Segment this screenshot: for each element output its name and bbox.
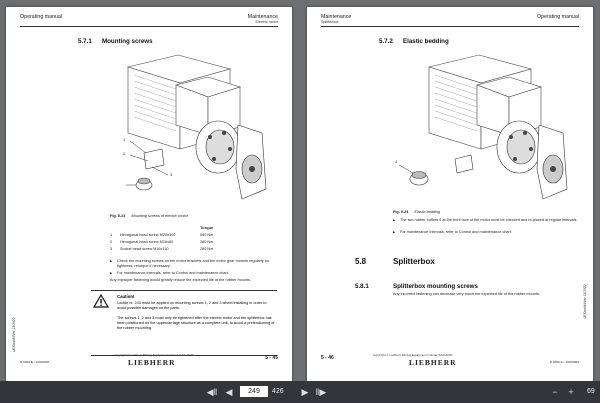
section-heading-581	[355, 283, 478, 290]
header-right: Operating manual	[536, 14, 579, 20]
section-title: Splitterbox mounting screws	[393, 283, 478, 290]
splitterbox-text: Any incorrect fastening can decrease very much the expected life of the rubber mounts.	[393, 292, 540, 296]
figure-caption	[110, 214, 188, 218]
zoom-out-button[interactable]: −	[552, 387, 558, 397]
figure-caption	[393, 210, 440, 214]
bullet-intervals: ▶ For maintenance intervals, refer to Control and maintenance chart.	[110, 271, 285, 276]
footer-doc-id: R 9350 E / 10300895	[549, 360, 579, 364]
section-title: Mounting screws	[102, 38, 153, 45]
zoom-in-button[interactable]: +	[568, 387, 574, 397]
page-separator: /	[266, 388, 268, 395]
bullet-intervals: ▶ For maintenance intervals, refer to Control and maintenance chart.	[393, 230, 586, 235]
callout-2: 2	[123, 152, 126, 156]
section-heading	[379, 38, 449, 45]
figure-caption-text: Mounting screws of electric motor	[131, 214, 188, 218]
caution-para-2: The screws 1, 2 and 3 must only be tightened after the electric motor and the splitterbox has been positioned on the uppercarriage structure as a complete unit, to avoid a pretendioning of the rubber mounting.	[117, 316, 275, 330]
page-right	[307, 7, 593, 381]
caution-para-1: Loctite nr. 243 must be applied on mounting screws 1, 2 and 3 wheel installing in order to avoid possible damages on the parts.	[117, 301, 267, 310]
figure-caption-label: Fig. 5-23	[110, 214, 126, 218]
viewer-toolbar	[0, 381, 600, 403]
header-rule	[20, 26, 278, 27]
bullet-check-screws: ▶ Check the mounting screws on the motor brackets and the motor gear mounts regularly for tightness, retorque if necessary.	[110, 259, 285, 269]
section-number: 5.7.1	[78, 38, 92, 45]
page-number-input[interactable]	[240, 386, 268, 397]
section-number: 5.8	[355, 257, 367, 266]
header-rule	[321, 26, 579, 27]
section-title: Splitterbox	[393, 257, 435, 266]
page-number: 5 - 45	[265, 355, 278, 361]
liebherr-logo: LIEBHERR	[409, 358, 457, 367]
torque-header: Torque	[200, 225, 214, 230]
note-text: Any improper fastening would greatly reduce the expected life of the rubber mounts.	[110, 278, 251, 282]
page-left	[6, 7, 292, 381]
footer-copyright: copyright © Liebherr-Mining Equipment Colmar SAS 2020	[114, 353, 194, 357]
header-right: Maintenance	[247, 14, 278, 20]
footer-copyright: copyright © Liebherr-Mining Equipment Colmar SAS 2020	[373, 353, 453, 357]
side-reference: UE/DocMit/Ver 12/2020	[583, 284, 587, 319]
header-left: Operating manual	[20, 14, 63, 20]
motor-figure	[90, 49, 280, 211]
figure-caption-text: Elastic bedding	[414, 210, 441, 214]
page-number: 5 - 46	[321, 355, 334, 361]
next-page-button[interactable]: ▶	[301, 387, 309, 397]
previous-page-button[interactable]: ◀	[225, 387, 233, 397]
total-pages: 426	[272, 388, 284, 395]
table-row: 3 Socket head screw M16x110 280 Nm	[110, 247, 214, 251]
section-number: 5.8.1	[355, 283, 369, 290]
last-page-button[interactable]: ‖▶	[315, 387, 327, 397]
header-left-sub: Splitterbox	[321, 20, 339, 24]
section-title: Elastic bedding	[403, 38, 449, 45]
header-right-sub: Electric motor	[255, 20, 278, 24]
caution-box	[91, 290, 277, 356]
figure-caption-label: Fig. 5-24	[393, 210, 409, 214]
section-heading	[78, 38, 153, 45]
section-number: 5.7.2	[379, 38, 393, 45]
caution-title: Caution!	[117, 294, 135, 299]
warning-icon	[93, 294, 109, 308]
header-left: Maintenance	[321, 14, 352, 20]
callout-1: 1	[123, 138, 126, 142]
footer-doc-id: R 9350 E / 10300895	[20, 360, 50, 364]
side-reference: UE/DocMit/Ver 12/2020	[12, 317, 16, 352]
callout-4: 4	[395, 160, 398, 164]
motor-figure	[391, 49, 581, 207]
table-row: 2 Hexagonal head screw M16x80 280 Nm	[110, 240, 214, 244]
callout-3: 3	[170, 173, 173, 177]
bullet-rubber-buffers: ▶ The two rubber buffers 4 at the front face of the motor must be checked and re-placed at regular intervals.	[393, 218, 586, 223]
zoom-level[interactable]: 69	[587, 388, 595, 395]
table-row: 1 Hexagonal head screw M20x100 540 Nm	[110, 233, 214, 237]
liebherr-logo: LIEBHERR	[128, 358, 176, 367]
section-heading-58	[355, 257, 435, 266]
first-page-button[interactable]: ◀‖	[206, 387, 218, 397]
